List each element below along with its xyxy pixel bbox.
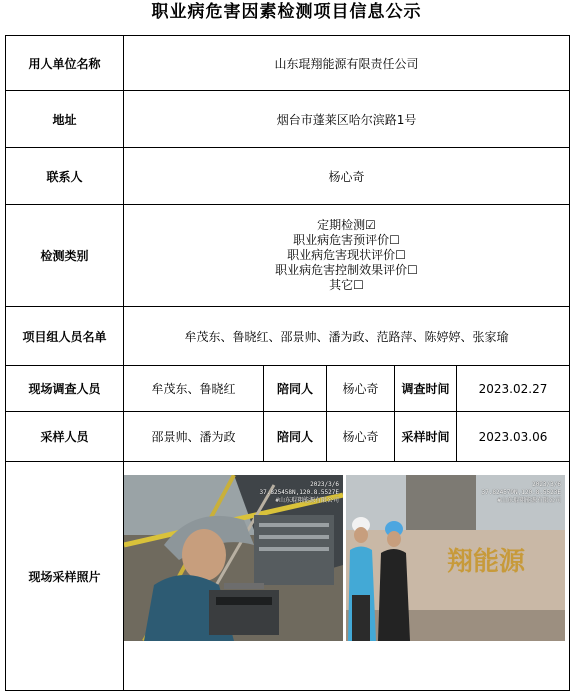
row-photos [6, 462, 570, 691]
sampling-staff: 邵景帅、潘为政 [124, 412, 264, 462]
photo-1-company: #山东琨翔能源有限公司 [275, 497, 339, 504]
employer-value: 山东琨翔能源有限责任公司 [124, 36, 570, 91]
contact-value: 杨心奇 [124, 148, 570, 205]
photo-2-stamp [482, 481, 561, 505]
photos-cell [124, 462, 570, 691]
row-team [6, 307, 570, 366]
address-value: 烟台市蓬莱区哈尔滨路1号 [124, 91, 570, 148]
row-employer [6, 36, 570, 91]
option-periodic: 定期检测☑ [317, 218, 376, 232]
sign-text: 翔能源 [446, 547, 526, 577]
survey-companion: 杨心奇 [327, 366, 395, 412]
photo-1-date: 2023/3/6 [310, 481, 339, 488]
site-photo-2 [346, 475, 565, 641]
survey-companion-label: 陪同人 [264, 366, 327, 412]
photo-2-date: 2023/3/6 [532, 481, 561, 488]
address-label: 地址 [6, 91, 124, 148]
team-label: 项目组人员名单 [6, 307, 124, 366]
info-table [5, 35, 570, 691]
photo-2-coords: 37.824579N,120.8.5523E [481, 489, 561, 496]
survey-label: 现场调查人员 [6, 366, 124, 412]
sampling-companion-label: 陪同人 [264, 412, 327, 462]
row-contact [6, 148, 570, 205]
survey-time: 2023.02.27 [457, 366, 570, 412]
photo-1-stamp [260, 481, 339, 505]
photo-1-coords: 37.825458N,120.8.5527E [259, 489, 339, 496]
option-pre-evaluation: 职业病危害预评价☐ [293, 233, 400, 247]
option-control-evaluation: 职业病危害控制效果评价☐ [275, 263, 418, 277]
option-status-evaluation: 职业病危害现状评价☐ [287, 248, 406, 262]
row-detection-type [6, 205, 570, 307]
team-value: 牟茂东、鲁晓红、邵景帅、潘为政、范路萍、陈婷婷、张家瑜 [124, 307, 570, 366]
sampling-time-label: 采样时间 [395, 412, 457, 462]
row-survey [6, 366, 570, 412]
site-photo-1 [124, 475, 343, 641]
sampling-time: 2023.03.06 [457, 412, 570, 462]
option-other: 其它☐ [329, 278, 364, 292]
contact-label: 联系人 [6, 148, 124, 205]
photos-label: 现场采样照片 [6, 462, 124, 691]
page-title: 职业病危害因素检测项目信息公示 [151, 2, 422, 22]
sampling-label: 采样人员 [6, 412, 124, 462]
photo-2-company: #山东琨翔能源有限公司 [497, 497, 561, 504]
sampling-companion: 杨心奇 [327, 412, 395, 462]
row-sampling [6, 412, 570, 462]
employer-label: 用人单位名称 [6, 36, 124, 91]
detection-type-options [124, 205, 570, 307]
row-address [6, 91, 570, 148]
survey-staff: 牟茂东、鲁晓红 [124, 366, 264, 412]
detection-type-label: 检测类别 [6, 205, 124, 307]
survey-time-label: 调查时间 [395, 366, 457, 412]
